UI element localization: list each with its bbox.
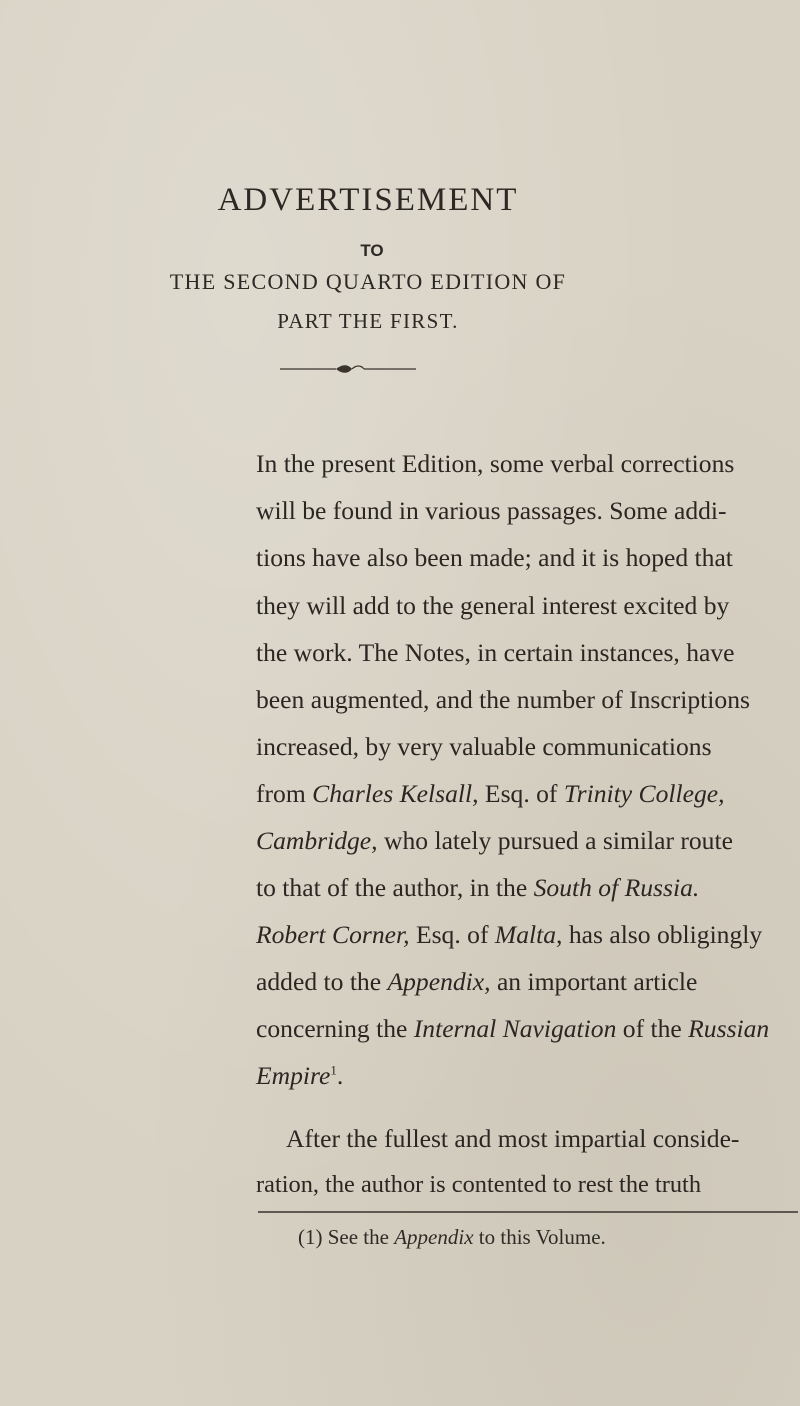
text-line: from Charles Kelsall, Esq. of Trinity College,: [256, 779, 725, 808]
text-line: Empire$^1$.: [256, 1061, 344, 1090]
text-line: the work. The Notes, in certain instances, have: [256, 638, 735, 667]
heading-subtitle: THE SECOND QUARTO EDITION OF: [169, 269, 567, 294]
text-line: to that of the author, in the South of Russia.: [256, 873, 700, 902]
footnote: (1) See the Appendix to this Volume.: [298, 1225, 606, 1249]
footnote-marker: 1: [330, 1062, 337, 1078]
text-line: concerning the Internal Navigation of the Russian: [256, 1014, 770, 1043]
text-line: In the present Edition, some verbal corrections: [256, 449, 735, 478]
ornament-divider-icon: [278, 362, 418, 376]
text-line: After the fullest and most impartial conside-: [286, 1124, 740, 1153]
page-title: ADVERTISEMENT: [217, 182, 519, 218]
text-line: they will add to the general interest excited by: [256, 591, 730, 620]
drop-cap: In: [256, 449, 278, 478]
text-line: Cambridge, who lately pursued a similar route: [256, 826, 733, 855]
footnote-rule: [258, 1211, 798, 1213]
text-line: been augmented, and the number of Inscriptions: [256, 685, 750, 714]
text-line: added to the Appendix, an important article: [256, 967, 698, 996]
text-line: Robert Corner, Esq. of Malta, has also obligingly: [256, 920, 763, 949]
text-line: will be found in various passages. Some addi-: [256, 496, 727, 525]
text-line: tions have also been made; and it is hoped that: [256, 543, 733, 572]
heading-part: PART THE FIRST.: [277, 309, 459, 333]
text-line: ration, the author is contented to rest the truth: [256, 1171, 702, 1198]
text-line: increased, by very valuable communications: [256, 732, 712, 761]
heading-to: TO: [360, 241, 384, 260]
